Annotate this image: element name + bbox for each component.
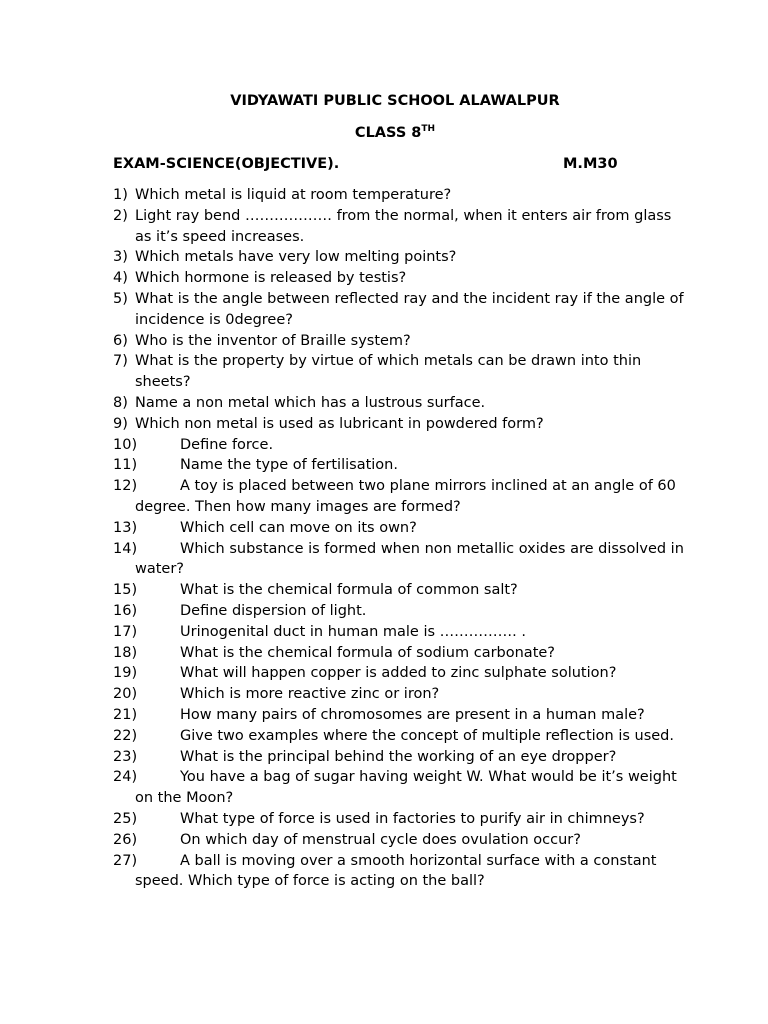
question-number: 15) [113, 582, 138, 599]
question-text: Which substance is formed when non metallic oxides are dissolved in water? [135, 540, 684, 578]
question-item [113, 518, 688, 539]
question-item [113, 247, 688, 268]
question-item [113, 206, 688, 248]
class-heading [0, 124, 768, 142]
question-text: Which cell can move on its own? [180, 519, 417, 536]
question-text: Define dispersion of light. [180, 602, 367, 619]
question-number: 25) [113, 810, 138, 827]
question-text: On which day of menstrual cycle does ovulation occur? [180, 831, 581, 848]
question-item [113, 684, 688, 705]
question-item [113, 185, 688, 206]
question-number: 18) [113, 644, 138, 661]
school-name: VIDYAWATI PUBLIC SCHOOL ALAWALPUR [230, 93, 560, 109]
question-number: 1) [113, 187, 128, 203]
question-number: 21) [113, 706, 138, 723]
question-text: You have a bag of sugar having weight W. What would be it’s weight on the Moon? [135, 769, 677, 807]
question-text: Urinogenital duct in human male is ……………. . [180, 623, 526, 640]
question-number: 20) [113, 686, 138, 703]
exam-title: EXAM-SCIENCE(OBJECTIVE). [113, 156, 340, 172]
question-text: Which non metal is used as lubricant in powdered form? [135, 415, 544, 432]
question-number: 9) [113, 415, 128, 432]
question-text: Which metal is liquid at room temperature? [135, 187, 452, 203]
question-number: 6) [113, 332, 128, 349]
question-text: What is the principal behind the working of an eye dropper? [180, 748, 617, 765]
question-text: What type of force is used in factories to purify air in chimneys? [180, 810, 645, 827]
question-text: A toy is placed between two plane mirrors inclined at an angle of 60 degree. Then how many images are formed? [135, 478, 676, 515]
question-number: 23) [113, 748, 138, 765]
question-item [113, 435, 688, 456]
question-number: 11) [113, 457, 138, 474]
question-item [113, 643, 688, 664]
question-number: 26) [113, 831, 138, 848]
question-item [113, 268, 688, 289]
question-item [113, 455, 688, 476]
question-number: 17) [113, 623, 138, 640]
question-item [113, 393, 688, 414]
question-item [113, 414, 688, 435]
class-label: CLASS 8 [354, 125, 422, 141]
question-text: Give two examples where the concept of multiple reflection is used. [180, 727, 674, 744]
question-item [113, 663, 688, 684]
question-number: 3) [113, 249, 128, 266]
question-item [113, 289, 688, 331]
question-text: Which metals have very low melting points? [135, 249, 457, 266]
question-number: 12) [113, 478, 138, 495]
question-number: 27) [113, 852, 138, 869]
question-number: 13) [113, 519, 138, 536]
question-text: Which hormone is released by testis? [135, 270, 407, 287]
question-text: What is the angle between reflected ray and the incident ray if the angle of incidence is 0degree? [135, 290, 684, 328]
max-marks: M.M30 [563, 156, 618, 172]
question-item [113, 351, 688, 393]
question-item [113, 726, 688, 747]
question-text: Light ray bend ……………… from the normal, when it enters air from glass as it’s speed increases. [135, 207, 672, 245]
question-text: What is the chemical formula of common salt? [180, 582, 518, 599]
question-item [113, 767, 688, 809]
question-item [113, 476, 688, 518]
question-number: 10) [113, 436, 138, 453]
question-item [113, 331, 688, 352]
question-number: 5) [113, 290, 128, 307]
question-text: Which is more reactive zinc or iron? [180, 686, 440, 703]
class-superscript: TH [421, 124, 436, 134]
question-number: 4) [113, 270, 128, 287]
question-text: What will happen copper is added to zinc sulphate solution? [180, 665, 617, 682]
question-item [113, 580, 688, 601]
question-item [113, 601, 688, 622]
question-text: Name the type of fertilisation. [180, 457, 398, 474]
question-item [113, 851, 688, 893]
question-number: 16) [113, 602, 138, 619]
question-number: 24) [113, 769, 138, 786]
question-text: Define force. [180, 436, 274, 453]
question-item [113, 809, 688, 830]
question-list [113, 185, 688, 892]
question-number: 19) [113, 665, 138, 682]
question-number: 8) [113, 394, 128, 411]
question-text: How many pairs of chromosomes are present in a human male? [180, 706, 645, 723]
question-item [113, 539, 688, 581]
question-item [113, 747, 688, 768]
question-item [113, 705, 688, 726]
question-number: 2) [113, 207, 128, 224]
question-number: 14) [113, 540, 138, 557]
question-number: 7) [113, 353, 128, 370]
exam-title-row [113, 155, 673, 173]
question-item [113, 830, 688, 851]
question-number: 22) [113, 727, 138, 744]
question-text: What is the chemical formula of sodium carbonate? [180, 644, 555, 661]
question-text: What is the property by virtue of which metals can be drawn into thin sheets? [135, 353, 642, 391]
question-text: A ball is moving over a smooth horizontal surface with a constant speed. Which type of force is acting on the ball? [135, 852, 657, 890]
question-item [113, 622, 688, 643]
question-text: Name a non metal which has a lustrous surface. [135, 394, 486, 411]
question-text: Who is the inventor of Braille system? [135, 332, 411, 349]
